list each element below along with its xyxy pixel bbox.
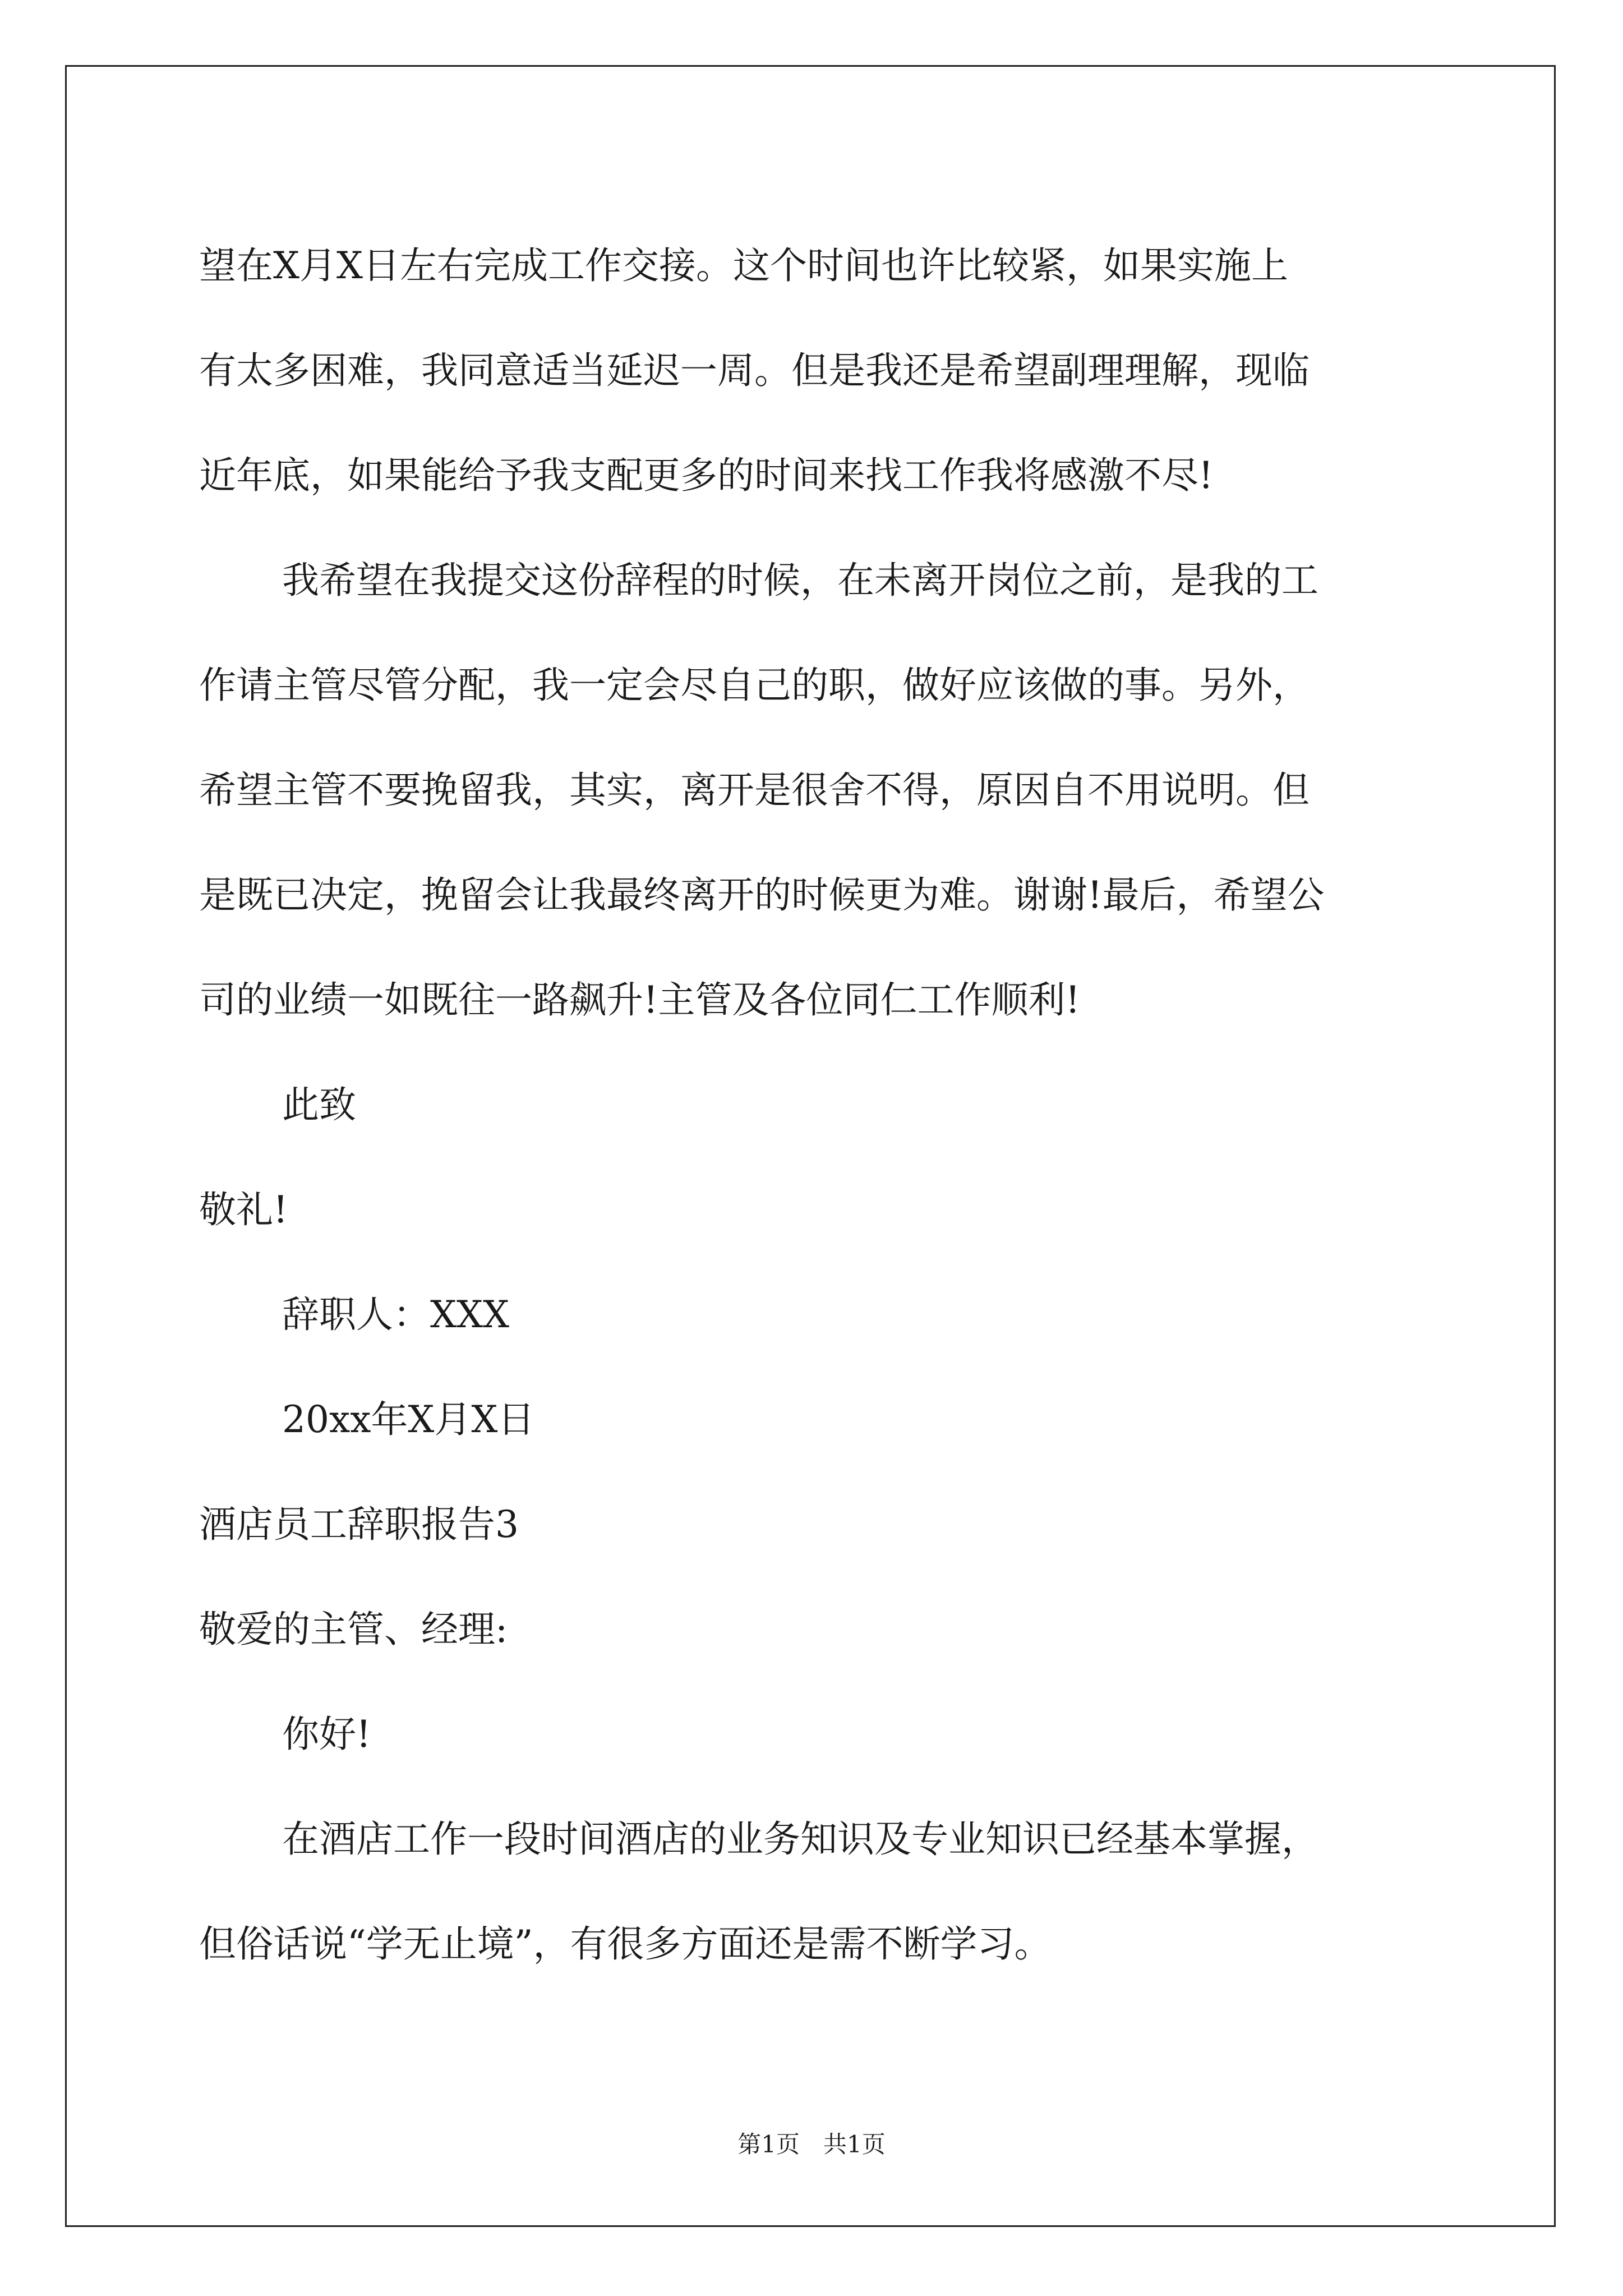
document-body [199,213,1438,1996]
text-line: 希望主管不要挽留我，其实，离开是很舍不得，原因自不用说明。但 [199,769,1310,812]
text-line: 敬礼! [199,1188,288,1231]
text-line: 辞职人：XXX [282,1293,509,1336]
text-line: 在酒店工作一段时间酒店的业务知识及专业知识已经基本掌握， [282,1818,1318,1861]
greeting [199,1577,1438,1682]
text-line: 司的业绩一如既往一路飙升!主管及各位同仁工作顺利! [199,978,1081,1022]
paragraph [199,1787,1438,1996]
signature [199,1262,1438,1367]
text-line: 你好! [282,1713,371,1756]
section-title [199,1472,1438,1577]
closing-salutation [199,1052,1438,1157]
text-line: 20xx年X月X日 [282,1398,535,1441]
text-line: 但俗话说“学无止境”，有很多方面还是需不断学习。 [199,1922,1052,1966]
text-line: 望在X月X日左右完成工作交接。这个时间也许比较紧，如果实施上 [199,244,1288,287]
page-footer: 第1页 共1页 [737,2131,886,2158]
text-line: 有太多困难，我同意适当延迟一周。但是我还是希望副理理解，现临 [199,349,1310,392]
closing-regards [199,1157,1438,1262]
text-line: 酒店员工辞职报告3 [199,1503,519,1546]
text-line: 敬爱的主管、经理: [199,1608,508,1651]
text-line: 作请主管尽管分配，我一定会尽自己的职，做好应该做的事。另外， [199,664,1310,707]
paragraph [199,213,1438,528]
text-line: 我希望在我提交这份辞程的时候，在未离开岗位之前，是我的工 [282,559,1318,602]
text-line: 此致 [282,1083,356,1126]
paragraph [199,528,1438,1052]
text-line: 近年底，如果能给予我支配更多的时间来找工作我将感激不尽! [199,454,1214,497]
date [199,1367,1438,1472]
hello [199,1682,1438,1787]
text-line: 是既已决定，挽留会让我最终离开的时候更为难。谢谢!最后，希望公 [199,873,1325,917]
